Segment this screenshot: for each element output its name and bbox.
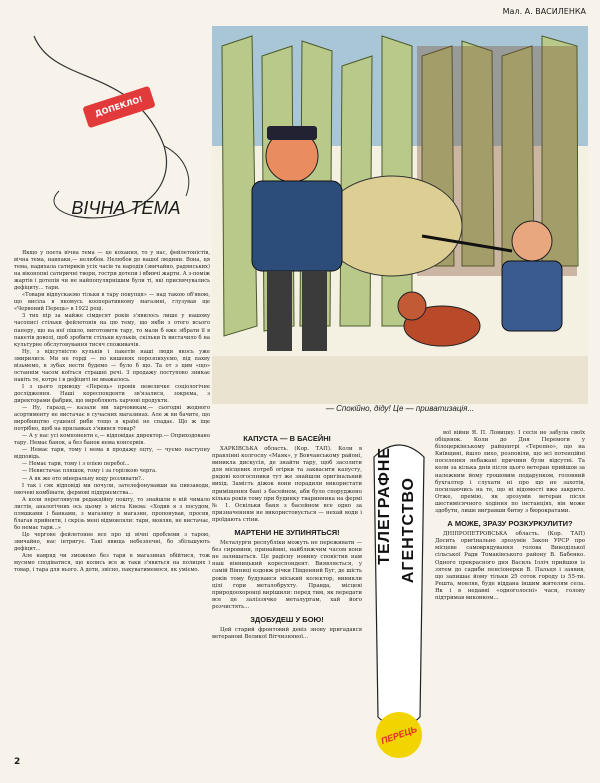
stamp-dopeklo: ДОПЕКЛО!: [82, 86, 155, 129]
headline-kapusta: КАПУСТА — В БАСЕЙНІ: [243, 434, 331, 443]
peretz-logo: ПЕРЕЦЬ: [370, 706, 429, 765]
text-marteny: Металурги республіки можуть не переживати — без сировини, принаймні, найближчим часом вони не залишаться. Це радісну новину сповістив нам наш вінницький кореспондент. Виявляється, у самій Вінниці вздовж річки Південний Буг, де шість років тому будувався міський колектор, виникли цілі гори металобрухту. Правда, місцеві природоохоронці вирішили: перед тим, як передати все це заліззячко металургам, хай його розчистять...: [212, 540, 362, 610]
illustration-caption: — Спокійно, діду! Це — приватизація...: [325, 404, 475, 413]
text-zdobuddyu: Цей старий фронтовий девіз знову пригадався ветеранові Великої Вітчизняної...: [212, 626, 362, 641]
news-column-1: [212, 430, 362, 641]
cartoon-illustration: [212, 26, 588, 404]
illustrator-credit: Мал. А. ВАСИЛЕНКА: [502, 7, 586, 16]
article-body: Якщо у поета вічна тема — це кохання, то у нас, фейлетоністів, вічна тема, навпаки,— нелюбов. Нелюбов до нашої людини. Вона, ця тема, надихала сатириків усіх часів та народів (звичайно, радянських) на віконопні сатиричні твори, гостри дотепи і вбивчі жарти. А з-поміж жартів і дотепів чи не найпопулярнішим були ті, які присвячувались дефіциту... тари. «Товари відпускаємо тільки в тару покупця» — над такою об'явою, що висіла в якомусь кооперативному магазині, глузував ще «Червоний Перець» в 1922 році. З тих пір за майже сімдесят років з'явилось лише у нашому часописі стільки фейлетонів на цю тему, що якби з отого всього паперу, що на неї пішло, виготовити тару, то мали б вже зібрати її в пакетів доволі, щоб зробити стільки кульків, скільки їх вистачило б на культурне обслуговування тисяч споживачів. Ну, з відсутністю кульків і пакетів наші люди якось уже змирилися. Ми не горді — по кишенях порозпихуємо, під пахву візьмемо, в зубах нести будемо — було б що. Та от з цим «що» останнім часом коїться страшні речі. З продажу поступово зникає навіть те, котре і в дефіциті не вважалось. І з цього приводу «Перець» провів невеличке соціологічне дослідження. Наші кореспонденти зв'язалися, зокрема, з директорами фабрик, що виробляють харчові продукти. — Ну, гаразд,— казали ми харчовикам,— сьогодні жодного асортименту не вистачає в сучасних магазинах. Але ж ви бачите, що виробництво сушеної риби тощо в країні не спадає. Що ж іще потрібно, щоб на прилавках з'явився товар? — А у нас усі компоненти є,— відповідає директор.— Оприходовано тару. Немає банок, а без банок нема консервів. — Немає тари, тому і нема в продажу оцту, — чуємо наступну відповідь. — Немає тари, тому і з олією перебої... — Невистачає пляшок, тому і за горілкою черга. — А як же ото мінеральну воду розливати?.. І так і сяк відповіді ми почули, зателефонувавши на пивзаводи, овочеві комбінати, фермові підприємства... А коли переглянули редакційну пошту, то знайшли в ній чимало листів, аналогічних ось цьому з міста Києва: «Ходив я з посудом, пляшками і банками, з магазину в магазин, пропонував, просив, благав прийняти, і скрізь мені відмовляли: тари, мовляв, не вистачає, бо немає тари...» Це чергове фейлетонне все про ці вічні проблеми з тарою, звичайно, нас інтригує. Такі явища небезпечні, бо збільшують дефіцит... Але навряд чи зможемо без тари в магазинах обійтися, тож мусимо сподіватися, що колись все ж таки з'явиться на полицях і товар, і тара для нього. А доти, звісно, пакуватимемося, як уміємо.: [14, 250, 210, 574]
page-number: 2: [14, 757, 21, 767]
sack: [322, 176, 462, 276]
news-column-2: [435, 430, 585, 602]
headline-marteny: МАРТЕНИ НЕ ЗУПИНЯТЬСЯ!: [234, 528, 340, 538]
text-rozkurkulyty: ДНІПРОПЕТРОВСЬКА область. (Кор. ТАП) Досить оригінально зрозумів Закон УРСР про місцеве самоврядування голова Виноділької сільської Ради Томаківського району В. Бабенко. Одного прекрасного дня Василь Ілліч прийшов із зятем до садиби пенсіонерки В. Пальця і заявив, що запишає йому тільки 25 соток городу із 55-ти. Решта, мовляв, буде віддана іншим жителям села. Як і в недавні «одноголосні» часи, голову підтримав виконком...: [435, 531, 585, 601]
headline-zdobuddyu: ЗДОБУДЕШ У БОЮ!: [250, 614, 324, 624]
text-kapusta: ХАРКІВСЬКА область. (Кор. ТАП). Коли в правлінні колгоспу «Маяк», у Вовчанському районі, виникла дискусія, де знайти тару, щоб засолити для місцевих потреб огірки та заквасити капусту, рядові колгоспники тут же знайшли оригінальний вихід. Замість діжок вони порадили використати приміщення бані з басейном, аби було споруджено кілька років тому при будинку тваринника на фермі № 1. Оскільки баня з басейном все одно за призначенням не використовується — нехай води і проїдають стіни.: [212, 446, 362, 523]
article-title: ВІЧНА ТЕМА: [71, 198, 181, 218]
text-continued: вої війни Я. П. Ловицку. І сесія не забула своїх обіцянок. Коли до Дня Перемоги у білоцерківському райцентрі «Терепно», що на Київщині, йшло лихо, розповіли, що всі потенційні поселення небажані причини були відсутні. Та коли за кілька днів після цього ветеран прийшов за належним йому грошовим подарунком, головний бухгалтер і слухати ні про що не захотів, посилаючись на те, що ні відомості вже закрито. Отже, премію, як зрозумів ветеран після шестимісячного ходіння по інстанціях, він може здобути, лише вигравши битву з бюрократами.: [435, 430, 585, 515]
telegraph-agency-logo: ТЕЛЕГРАФНЕ АГЕНТСТВО ПЕРЕЦЬ: [370, 437, 428, 777]
headline-rozkurkulyty: А МОЖЕ, ЗРАЗУ РОЗКУРКУЛИТИ?: [447, 519, 573, 529]
feature-column: [14, 26, 210, 776]
